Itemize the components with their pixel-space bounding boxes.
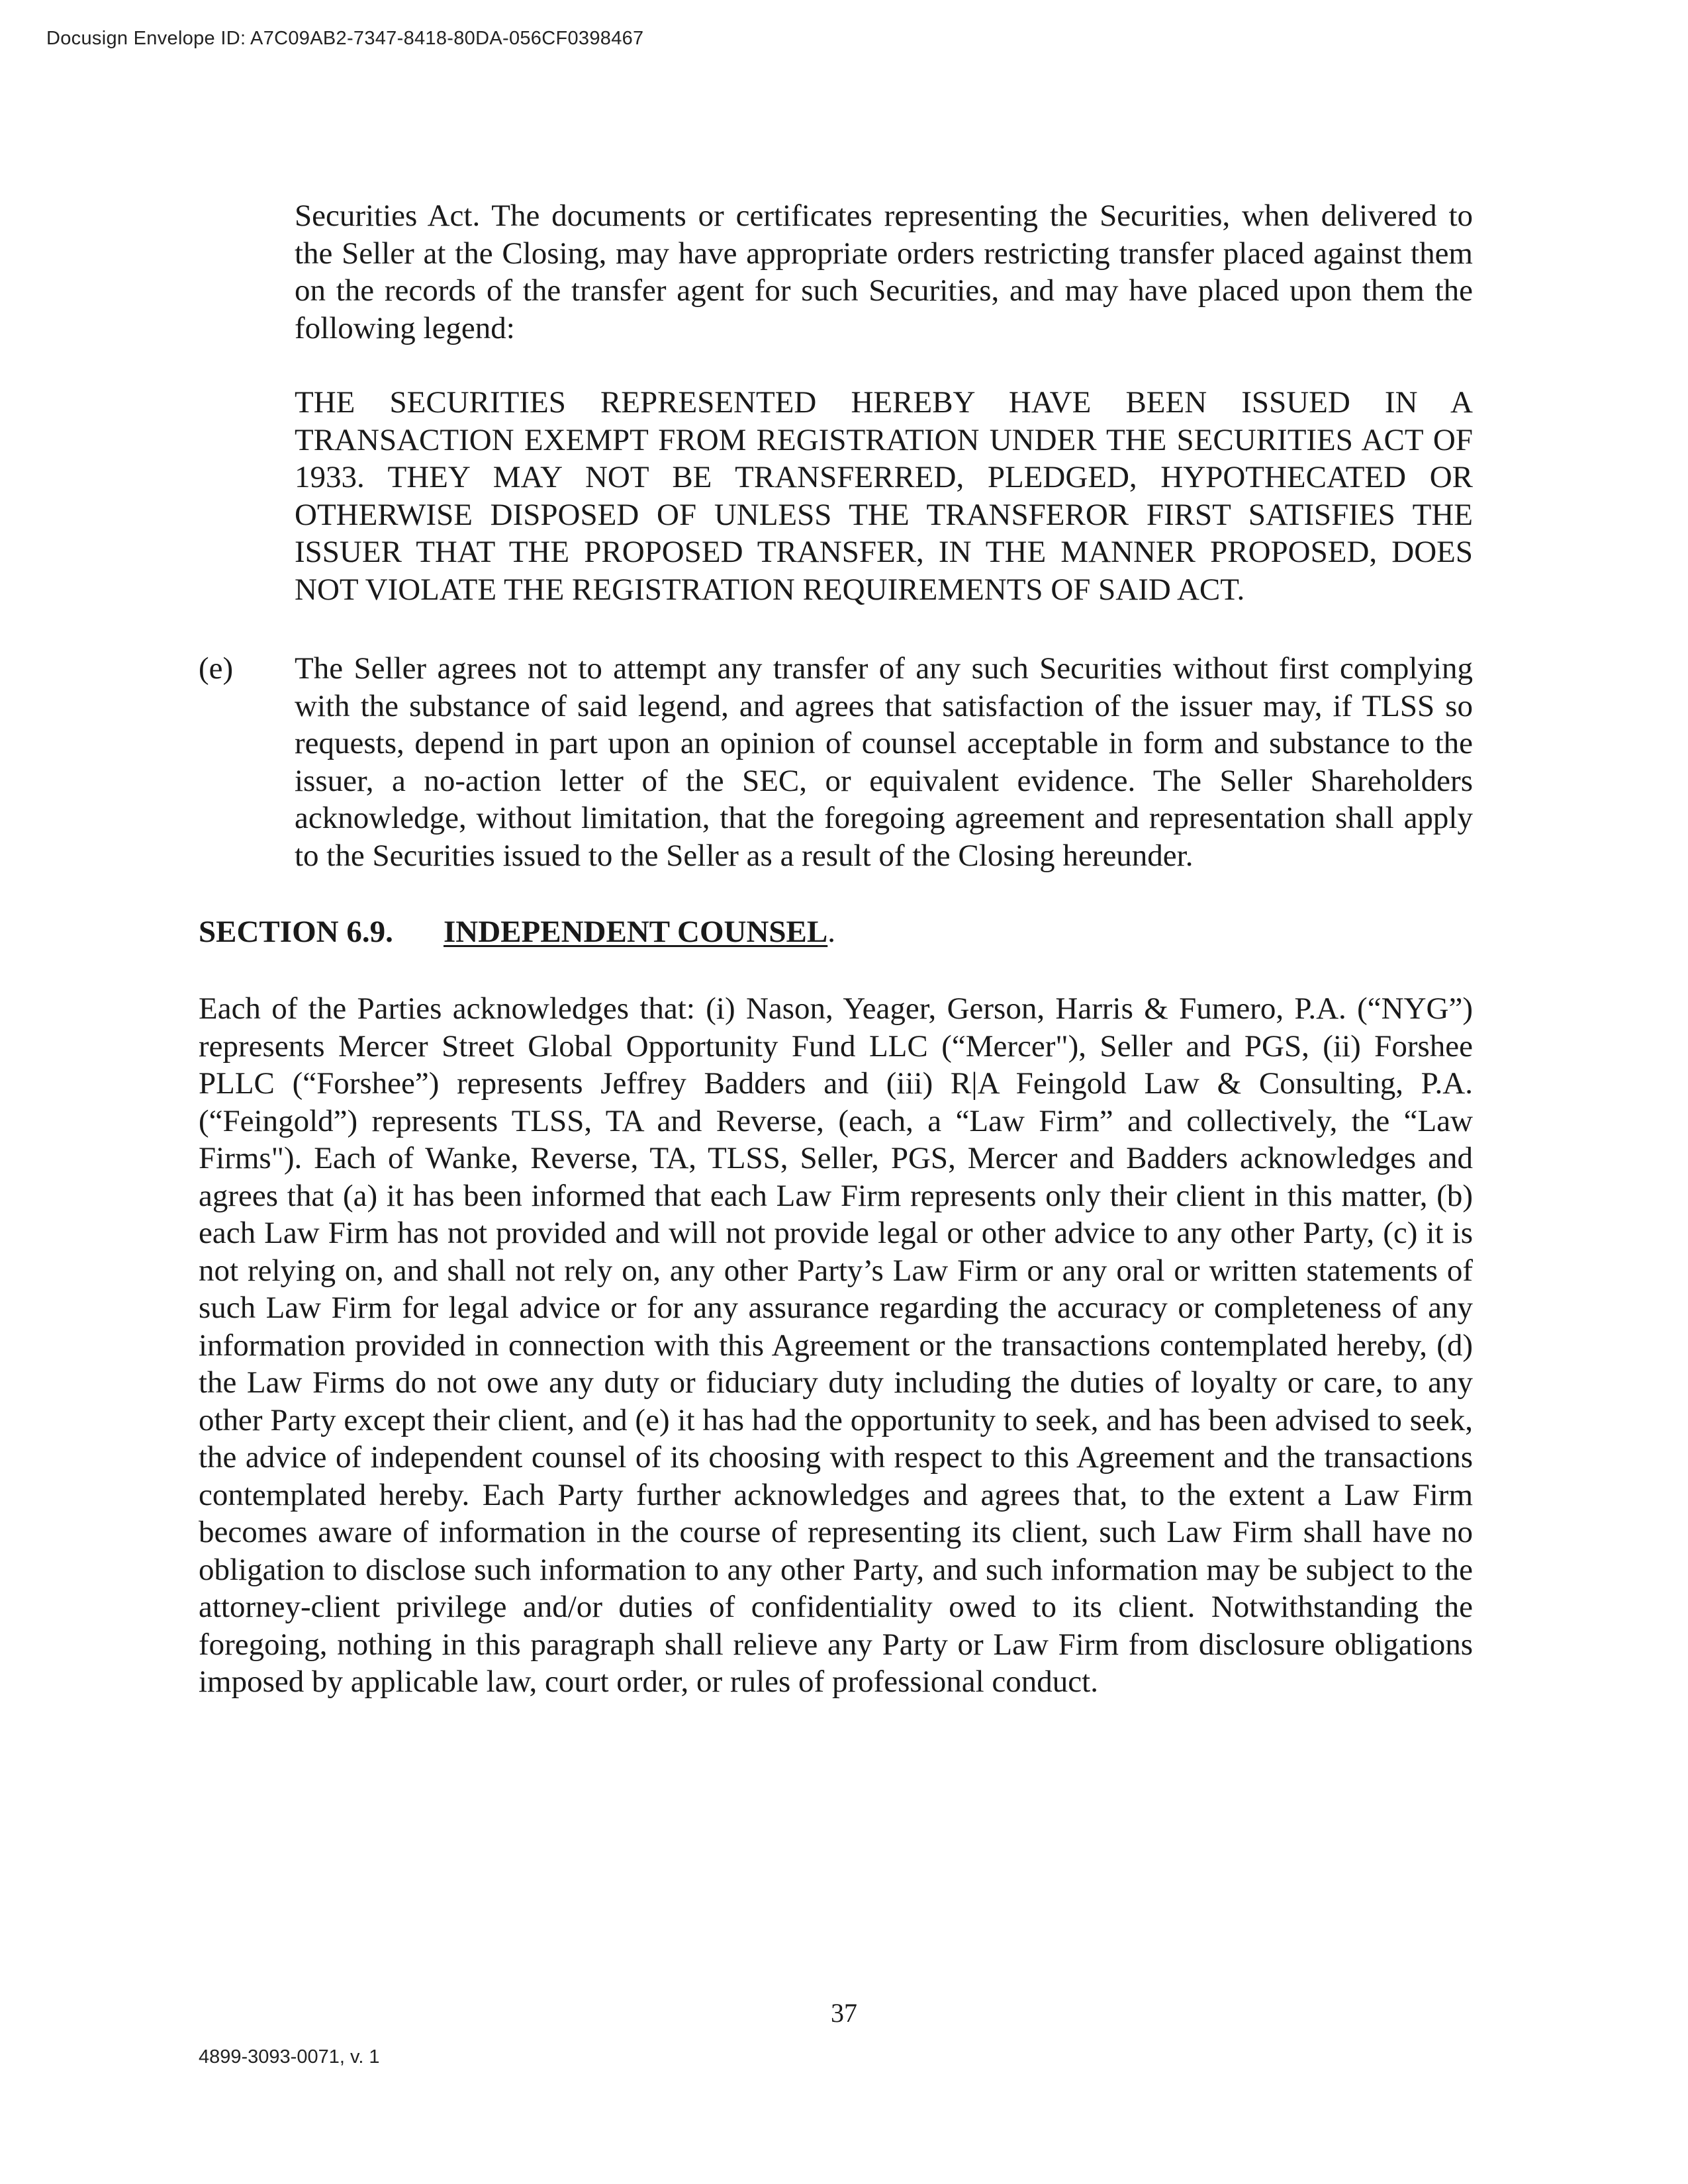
section-title-wrap [444, 913, 835, 951]
item-e-label: (e) [199, 651, 234, 686]
item-e-paragraph: The Seller agrees not to attempt any transfer of any such Securities without first complying with the substance of said legend, and agrees that satisfaction of the issuer may, if TLSS so requests, depend in part upon an opinion of counsel acceptable in form and substance to the issuer, a no-action letter of the SEC, or equivalent evidence. The Seller Shareholders acknowledge, without limitation, that the foregoing agreement and representation shall apply to the Securities issued to the Seller as a result of the Closing hereunder. [295, 651, 1473, 873]
document-id: 4899-3093-0071, v. 1 [199, 2046, 380, 2068]
independent-counsel-paragraph: Each of the Parties acknowledges that: (i) Nason, Yeager, Gerson, Harris & Fumero, P.A. (“NYG”) represents Mercer Street Global Opportunity Fund LLC (“Mercer"), Seller and PGS, (ii) Forshee PLLC (“Forshee”) represents Jeffrey Badders and (iii) R|A Feingold Law & Consulting, P.A. (“Feingold”) represents TLSS, TA and Reverse, (each, a “Law Firm” and collectively, the “Law Firms"). Each of Wanke, Reverse, TA, TLSS, Seller, PGS, Mercer and Badders acknowledges and agrees that (a) it has been informed that each Law Firm represents only their client in this matter, (b) each Law Firm has not provided and will not provide legal or other advice to any other Party, (c) it is not relying on, and shall not rely on, any other Party’s Law Firm or any oral or written statements of such Law Firm for legal advice or for any assurance regarding the accuracy or completeness of any information provided in connection with this Agreement or the transactions contemplated hereby, (d) the Law Firms do not owe any duty or fiduciary duty including the duties of loyalty or care, to any other Party except their client, and (e) it has had the opportunity to seek, and has been advised to seek, the advice of independent counsel of its choosing with respect to this Agreement and the transactions contemplated hereby. Each Party further acknowledges and agrees that, to the extent a Law Firm becomes aware of information in the course of representing its client, such Law Firm shall have no obligation to disclose such information to any other Party, and such information may be subject to the attorney-client privilege and/or duties of confidentiality owed to its client. Notwithstanding the foregoing, nothing in this paragraph shall relieve any Party or Law Firm from disclosure obligations imposed by applicable law, court order, or rules of professional conduct. [199, 991, 1473, 1699]
page-number: 37 [831, 1998, 857, 2028]
section-title: INDEPENDENT COUNSEL [444, 915, 828, 949]
intro-paragraph: Securities Act. The documents or certificates representing the Securities, when delivered to the Seller at the Closing, may have appropriate orders restricting transfer placed against them on the records of the transfer agent for such Securities, and may have placed upon them the following legend: [295, 199, 1473, 345]
docusign-envelope-id: Docusign Envelope ID: A7C09AB2-7347-8418-80DA-056CF0398467 [46, 28, 644, 49]
section-number: SECTION 6.9. [199, 915, 393, 949]
section-title-period: . [827, 915, 835, 949]
section-heading [199, 913, 835, 951]
securities-legend: THE SECURITIES REPRESENTED HEREBY HAVE BEEN ISSUED IN A TRANSACTION EXEMPT FROM REGISTRATION UNDER THE SECURITIES ACT OF 1933. THEY MAY NOT BE TRANSFERRED, PLEDGED, HYPOTHECATED OR OTHERWISE DISPOSED OF UNLESS THE TRANSFEROR FIRST SATISFIES THE ISSUER THAT THE PROPOSED TRANSFER, IN THE MANNER PROPOSED, DOES NOT VIOLATE THE REGISTRATION REQUIREMENTS OF SAID ACT. [295, 385, 1473, 607]
